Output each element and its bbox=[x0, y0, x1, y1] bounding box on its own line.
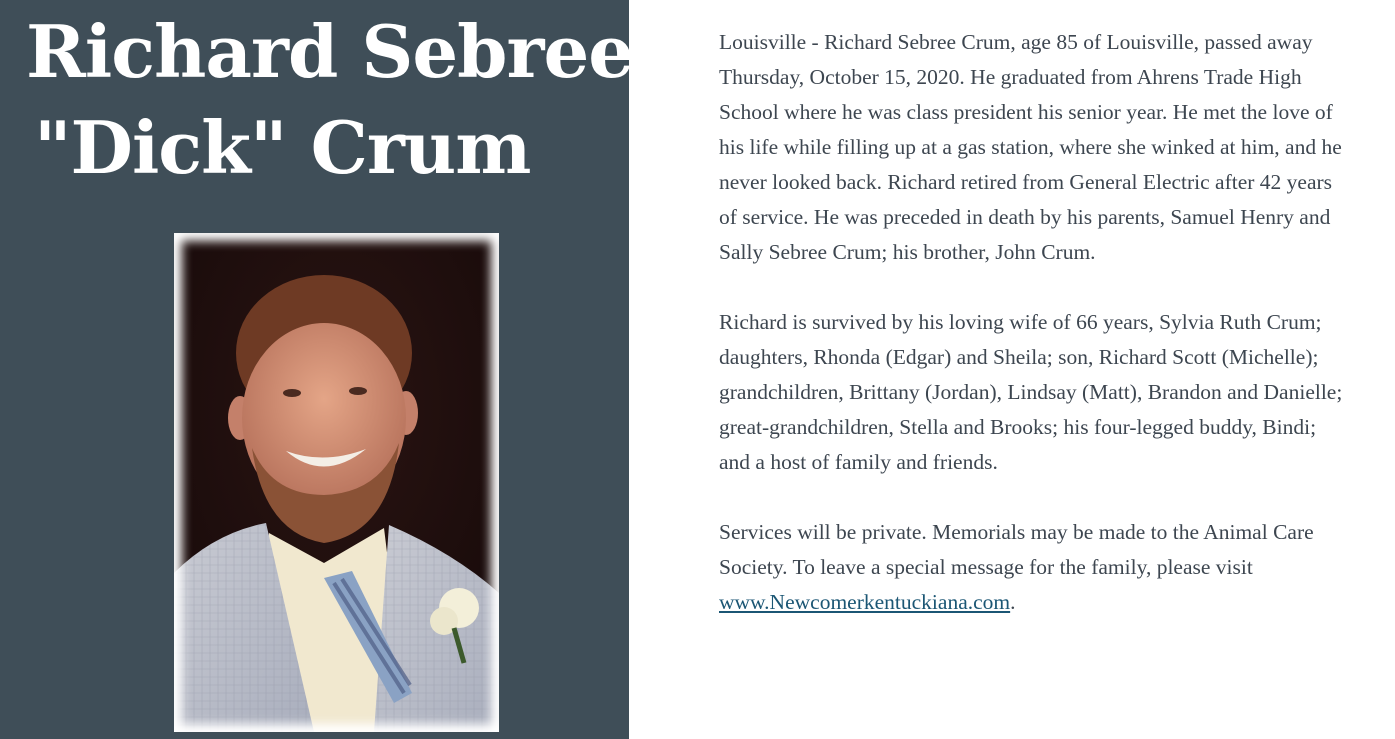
title-line-nickname: "Dick" Crum bbox=[34, 105, 531, 190]
portrait-photo bbox=[174, 233, 499, 732]
services-text-end: . bbox=[1010, 590, 1016, 614]
portrait-image bbox=[174, 233, 499, 732]
paragraph-biography: Louisville - Richard Sebree Crum, age 85 of Louisville, passed away Thursday, October 15, 2020. He graduated from Ahrens Trade High School where he was class president his senior year. He met the love of his life while filling up at a gas station, where she winked at him, and he never looked back. Richard retired from General Electric after 42 years of service. He was preceded in death by his parents, Samuel Henry and Sally Sebree Crum; his brother, John Crum. bbox=[719, 30, 1342, 264]
title-line-name: Richard Sebree bbox=[26, 9, 634, 94]
page-title bbox=[26, 4, 633, 196]
services-text: Services will be private. Memorials may be made to the Animal Care Society. To leave a special message for the family, please visit bbox=[719, 520, 1314, 579]
obituary-text bbox=[719, 25, 1349, 655]
paragraph-survivors: Richard is survived by his loving wife of 66 years, Sylvia Ruth Crum; daughters, Rhonda (Edgar) and Sheila; son, Richard Scott (Michelle); grandchildren, Brittany (Jordan), Lindsay (Matt), Brandon and Danielle; great-grandchildren, Stella and Brooks; his four-legged buddy, Bindi; and a host of family and friends. bbox=[719, 310, 1343, 474]
funeral-home-link[interactable]: www.Newcomerkentuckiana.com bbox=[719, 590, 1011, 614]
title-panel bbox=[0, 0, 634, 739]
paragraph-services bbox=[719, 515, 1349, 620]
